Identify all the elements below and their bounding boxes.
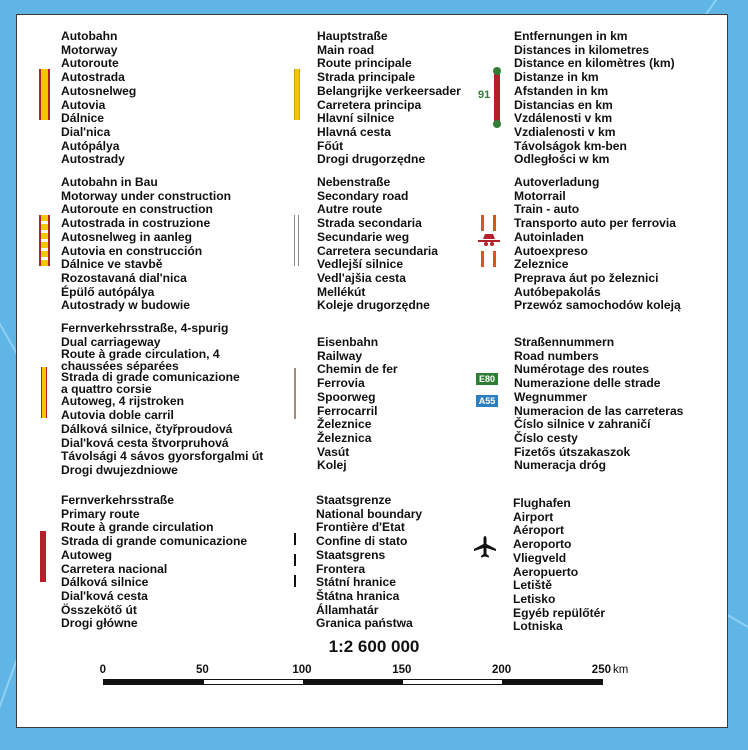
road-number-badge-a: A55 xyxy=(476,395,498,407)
motorway-construction-symbol xyxy=(39,215,50,266)
legend-primary-route: Fernverkehrsstraße Primary route Route à grande circulation Strada di grande comunicazione Autoweg Carretera nacional Dálková silnice Dial'ková cesta Összekötő út Drogi główne xyxy=(61,493,248,631)
scale-segment xyxy=(402,679,503,685)
scale-segment xyxy=(103,679,204,685)
scale-unit: km xyxy=(613,664,629,676)
dual-carriageway-line-d: a quattro corsie xyxy=(61,381,152,396)
scale-tick-label: 250 xyxy=(591,664,611,676)
border-symbol xyxy=(294,533,297,587)
distance-number: 91 xyxy=(478,89,491,101)
scale-segment xyxy=(203,679,304,685)
scale-segment xyxy=(303,679,404,685)
dual-carriageway-symbol xyxy=(41,367,47,418)
distance-symbol xyxy=(494,69,500,125)
airplane-icon xyxy=(472,534,498,560)
legend-road-numbers: Straßennummern Road numbers Numérotage des routes Numerazione delle strade Wegnummer Numeracion de las carreteras Číslo silnice v zahraničí Číslo cesty Fizetős útszakaszok Numeracja dróg xyxy=(514,335,684,473)
legend-secondary-road: Nebenstraße Secondary road Autre route Strada secondaria Secundarie weg Carretera secundaria Vedlejší silnice Vedl'ajšia cesta Mellékút Koleje drugorzędne xyxy=(317,175,439,313)
distance-marker xyxy=(493,120,501,128)
legend-border: Staatsgrenze National boundary Frontière d'Etat Confine di stato Staatsgrens Frontera Státní hranice Štátna hranica Államhatár Granica państwa xyxy=(316,493,423,631)
legend-airport: Flughafen Airport Aéroport Aeroporto Vliegveld Aeropuerto Letiště Letisko Egyéb repülőtér Lotniska xyxy=(513,496,606,634)
dual-carriageway-line-c: Strada di grade comunicazione xyxy=(61,370,240,385)
legend-car-train: Autoverladung Motorrail Train - auto Transporto auto per ferrovia Autoinladen Autoexpreso Zeleznice Preprava áut po železnici Autóbepakolás Przewóz samochodów koleją xyxy=(514,175,681,313)
legend-distances: Entfernungen in km Distances in kilometres Distance en kilomètres (km) Distanze in km Afstanden in km Distancias en km Vzdálenosti v km Vzdialenosti v km Távolságok km-ben Odległości w km xyxy=(514,29,675,167)
motorway-symbol xyxy=(39,69,50,120)
dual-carriageway-line-a: Route à grade circulation, 4 xyxy=(61,347,220,362)
scale-tick-label: 200 xyxy=(492,664,512,676)
scale-tick-label: 100 xyxy=(292,664,312,676)
scale-ratio: 1:2 600 000 xyxy=(328,637,420,656)
car-train-symbol xyxy=(478,215,500,267)
legend-dual-carriageway: Fernverkehrsstraße, 4-spurig Dual carriageway Route à grade circulation, 4 chaussées séparées Strada di grade comunicazione a quattro corsie Autoweg, 4 rijstroken Autovia doble carril Dálková silnice, čtyřproudová Dial'ková cesta štvorpruhová Távolsági 4 sávos gyorsforgalmi út Drogi dwujezdniowe xyxy=(61,321,264,477)
distance-marker xyxy=(493,67,501,75)
legend-railway: Eisenbahn Railway Chemin de fer Ferrovia Spoorweg Ferrocarril Železnice Železnica Vasút Kolej xyxy=(317,335,398,473)
legend-motorway: Autobahn Motorway Autoroute Autostrada Autosnelweg Autovia Dálnice Dial'nica Autópálya Autostrady xyxy=(61,29,137,167)
primary-route-symbol xyxy=(40,531,46,582)
main-road-symbol xyxy=(294,69,300,120)
scale-tick-label: 50 xyxy=(196,664,209,676)
secondary-road-symbol xyxy=(294,215,299,266)
legend-main-road: Hauptstraße Main road Route principale Strada principale Belangrijke verkeersader Carretera principa Hlavní silnice Hlavná cesta Főút Drogi drugorzędne xyxy=(317,29,461,167)
dual-carriageway-line-b: chaussées séparées xyxy=(61,358,179,373)
scale-segment xyxy=(502,679,603,685)
scale-tick-label: 0 xyxy=(99,664,106,676)
railway-symbol xyxy=(294,368,296,419)
legend-motorway-construction: Autobahn in Bau Motorway under construction Autoroute en construction Autostrada in costruzione Autosnelweg in aanleg Autovia en construcción Dálnice ve stavbě Rozostavaná dial'nica Épülő autópálya Autostrady w budowie xyxy=(61,175,231,313)
road-number-badge-e: E80 xyxy=(476,373,498,385)
scale-tick-label: 150 xyxy=(392,664,412,676)
